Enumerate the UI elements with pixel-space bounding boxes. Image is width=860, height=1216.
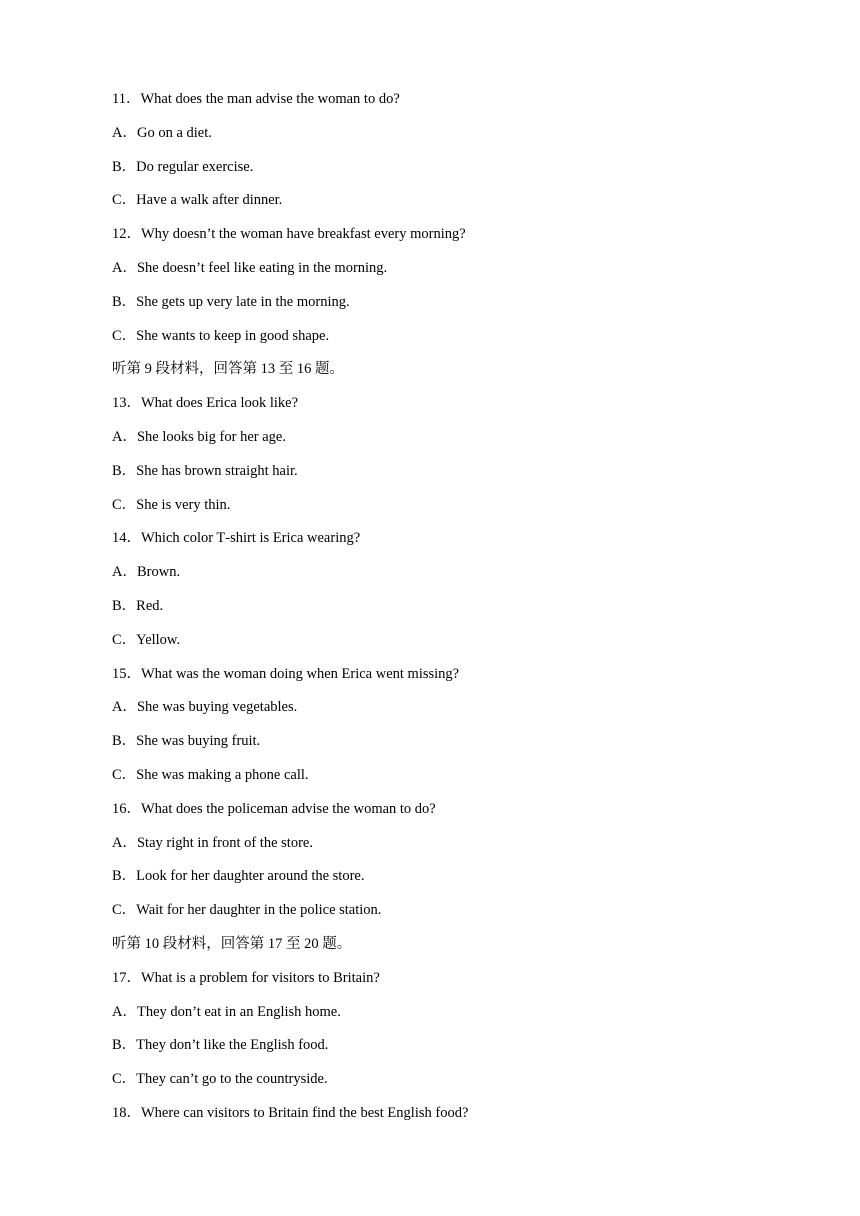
answer-option: A．She was buying vegetables.: [112, 699, 298, 716]
document-page: [112, 88, 772, 1136]
answer-option: B．Do regular exercise.: [112, 158, 254, 175]
answer-option: A．Go on a diet.: [112, 124, 212, 141]
answer-option: C．Yellow.: [112, 631, 181, 648]
answer-option: C．Wait for her daughter in the police station.: [112, 902, 382, 919]
answer-option: A．Brown.: [112, 564, 181, 581]
answer-option: A．She looks big for her age.: [112, 428, 286, 445]
answer-option: C．Have a walk after dinner.: [112, 192, 283, 209]
answer-option: C．She is very thin.: [112, 496, 231, 513]
answer-option: A．They don’t eat in an English home.: [112, 1003, 341, 1020]
question-line: 11．What does the man advise the woman to do?: [112, 91, 400, 107]
answer-option: B．She was buying fruit.: [112, 733, 261, 750]
section-instruction: 听第 10 段材料，回答第 17 至 20 题。: [112, 935, 352, 952]
answer-option: B．She gets up very late in the morning.: [112, 293, 350, 310]
question-line: 13．What does Erica look like?: [112, 395, 299, 412]
question-line: 14．Which color T‑shirt is Erica wearing?: [112, 530, 361, 547]
answer-option: B．Red.: [112, 597, 164, 614]
section-instruction: 听第 9 段材料，回答第 13 至 16 题。: [112, 361, 344, 378]
answer-option: B．Look for her daughter around the store.: [112, 868, 365, 885]
question-line: 12．Why doesn’t the woman have breakfast every morning?: [112, 226, 466, 243]
question-line: 16．What does the policeman advise the woman to do?: [112, 800, 436, 817]
question-line: 18．Where can visitors to Britain find the best English food?: [112, 1104, 469, 1121]
answer-option: B．They don’t like the English food.: [112, 1037, 329, 1054]
answer-option: A．Stay right in front of the store.: [112, 834, 313, 851]
question-line: 17．What is a problem for visitors to Britain?: [112, 969, 380, 986]
answer-option: C．They can’t go to the countryside.: [112, 1071, 328, 1088]
answer-option: C．She was making a phone call.: [112, 766, 309, 783]
answer-option: C．She wants to keep in good shape.: [112, 327, 330, 344]
question-line: 15．What was the woman doing when Erica went missing?: [112, 665, 460, 682]
answer-option: A．She doesn’t feel like eating in the morning.: [112, 259, 388, 276]
answer-option: B．She has brown straight hair.: [112, 462, 298, 479]
